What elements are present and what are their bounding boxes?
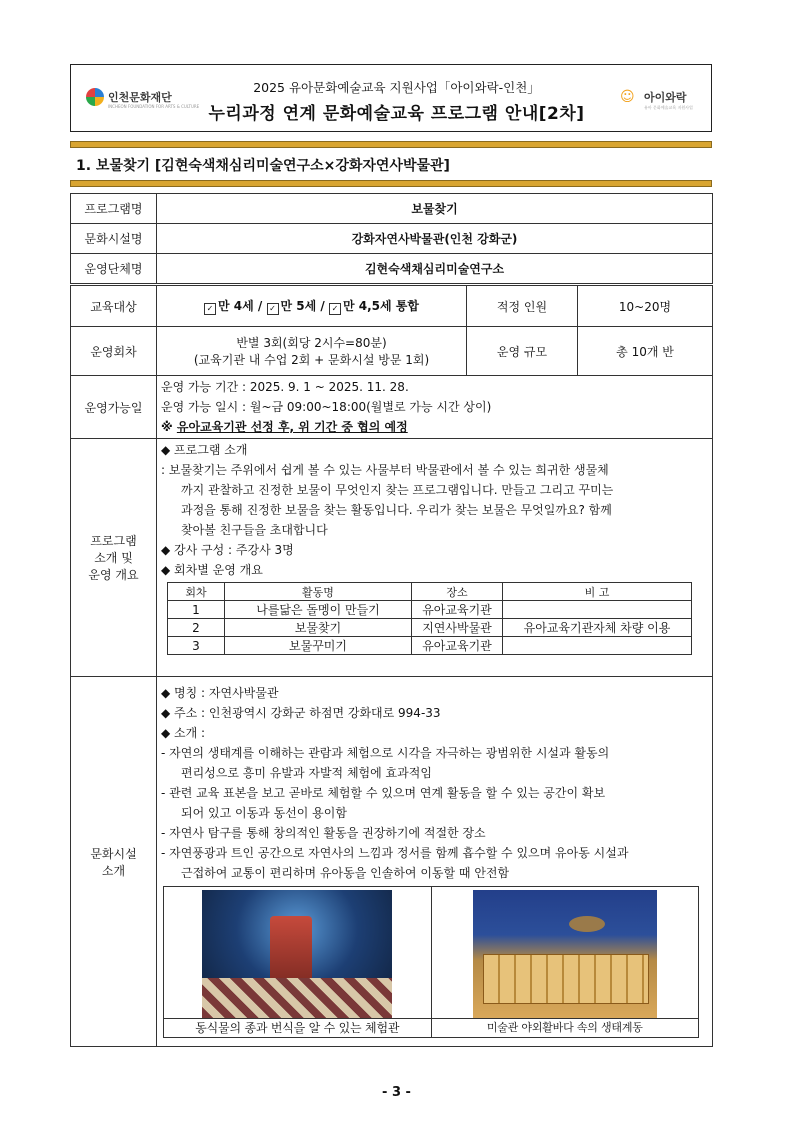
aiwarak-logo [620, 88, 693, 110]
schedule-cell: 유아교육기관 [412, 601, 503, 619]
overview-label-3: 운영 개요 [88, 568, 139, 582]
table-row [168, 601, 692, 619]
schedule-header: 활동명 [225, 583, 412, 601]
logo-right-subtext: 유아 문화예술교육 지원사업 [644, 105, 693, 110]
marine-ecosystem-photo [473, 890, 657, 1018]
facility-name-value: 강화자연사박물관(인천 강화군) [157, 224, 713, 254]
logo-left-subtext: INCHEON FOUNDATION FOR ARTS & CULTURE [108, 104, 200, 109]
schedule-cell: 유아교육기관 [412, 637, 503, 655]
intro-line-1: : 보물찾기는 주위에서 쉽게 볼 수 있는 사물부터 박물관에서 볼 수 있는 희귀한 생물체 [161, 463, 609, 477]
table-row [168, 619, 692, 637]
instructors: ◆ 강사 구성 : 주강사 3명 [161, 543, 294, 557]
sessions-line1: 반별 3회(회당 2시수=80분) [236, 336, 387, 350]
schedule-cell [503, 601, 692, 619]
scale-label: 운영 규모 [467, 327, 578, 376]
photo1-caption: 동식물의 종과 번식을 알 수 있는 체험관 [164, 1018, 431, 1037]
schedule-cell: 보물찾기 [225, 619, 412, 637]
overview-label [71, 439, 157, 677]
intro-line-3: 과정을 통해 진정한 보물을 찾는 활동입니다. 우리가 찾는 보물은 무엇일까요? 함께 [181, 503, 612, 517]
facility-label-2: 소개 [101, 863, 126, 878]
checked-checkbox-icon: ✓ [204, 303, 216, 315]
facility-intro-content [157, 677, 713, 1047]
sessions-value [157, 327, 467, 376]
program-name-value: 보물찾기 [157, 194, 713, 224]
intro-line-4: 찾아볼 친구들을 초대합니다 [181, 523, 328, 537]
operator-value: 김현숙색채심리미술연구소 [157, 254, 713, 285]
section-top-bar [70, 141, 712, 148]
facility-label-1: 문화시설 [90, 846, 137, 861]
sessions-label: 운영회차 [71, 327, 157, 376]
checked-checkbox-icon: ✓ [267, 303, 279, 315]
smile-face-icon: ☺ [620, 89, 635, 105]
logo-right-text: 아이와락 [644, 91, 687, 104]
dates-hours: 운영 가능 일시 : 월~금 09:00~18:00(월별로 가능 시간 상이) [161, 400, 492, 414]
schedule-header-row [168, 583, 692, 601]
header-subtitle: 2025 유아문화예술교육 지원사업「아이와락-인천」 [253, 80, 540, 95]
sessions-line2: (교육기관 내 수업 2회 + 문화시설 방문 1회) [193, 353, 430, 367]
facility-bullet-3: - 자연사 탐구를 통해 창의적인 활동을 권장하기에 적절한 장소 [161, 826, 486, 840]
facility-name-label: 문화시설명 [71, 224, 157, 254]
page-number: - 3 - [382, 1085, 411, 1100]
facility-address: ◆ 주소 : 인천광역시 강화군 하점면 강화대로 994-33 [161, 706, 441, 720]
photo2-caption: 미술관 야외활바다 속의 생태계동 [432, 1018, 699, 1037]
sea-turtle-shape [569, 916, 605, 932]
facility-bullet-2a: - 관련 교육 표본을 보고 곧바로 체험할 수 있으며 연계 활동을 할 수 있는 공간이 확보 [161, 786, 606, 800]
overview-label-2: 소개 및 [94, 551, 133, 565]
display-shelf-shape [483, 954, 649, 1004]
facility-bullet-1a: - 자연의 생태계를 이해하는 관람과 체험으로 시각을 자극하는 광범위한 시설과 활동의 [161, 746, 610, 760]
schedule-header: 비 고 [503, 583, 692, 601]
overview-label-1: 프로그램 [90, 534, 137, 548]
schedule-cell: 2 [168, 619, 225, 637]
target-option-age4: 만 4세 / [218, 299, 263, 313]
facility-bullet-2b: 되어 있고 이동과 동선이 용이함 [181, 806, 347, 820]
capacity-value: 10~20명 [578, 285, 713, 327]
photo-cell [432, 887, 699, 1037]
schedule-cell: 1 [168, 601, 225, 619]
facility-bullet-4a: - 자연풍광과 트인 공간으로 자연사의 느낌과 정서를 함께 흡수할 수 있으며 유아동 시설과 [161, 846, 629, 860]
photo-cell [164, 887, 432, 1037]
facility-name: ◆ 명칭 : 자연사박물관 [161, 686, 279, 700]
schedule-table [167, 582, 692, 655]
facility-intro-label [71, 677, 157, 1047]
logo-left-text: 인천문화재단 [108, 91, 172, 104]
photo-table [163, 886, 699, 1038]
checked-checkbox-icon: ✓ [329, 303, 341, 315]
scale-value: 총 10개 반 [578, 327, 713, 376]
dates-note-text: 유아교육기관 선정 후, 위 기간 중 협의 예정 [176, 420, 408, 434]
dates-value [157, 376, 713, 439]
intro-line-2: 까지 관찰하고 진정한 보물이 무엇인지 찾는 프로그램입니다. 만들고 그리고 꾸미는 [181, 483, 614, 497]
exhibit-hall-photo [202, 890, 392, 1018]
schedule-cell: 나를닮은 돌멩이 만들기 [225, 601, 412, 619]
program-name-label: 프로그램명 [71, 194, 157, 224]
table-row [168, 637, 692, 655]
dates-label: 운영가능일 [71, 376, 157, 439]
target-option-combined: 만 4,5세 통합 [342, 299, 419, 313]
operator-label: 운영단체명 [71, 254, 157, 285]
program-info-table [70, 193, 713, 1047]
schedule-cell: 3 [168, 637, 225, 655]
capacity-label: 적정 인원 [467, 285, 578, 327]
facility-intro-heading: ◆ 소개 : [161, 726, 206, 740]
schedule-cell: 보물꾸미기 [225, 637, 412, 655]
overview-content [157, 439, 713, 677]
page-title: 누리과정 연계 문화예술교육 프로그램 안내[2차] [208, 104, 585, 124]
facility-bullet-1b: 편리성으로 흥미 유발과 자발적 체험에 효과적임 [181, 766, 432, 780]
section-title: 1. 보물찾기 [김현숙색채심리미술연구소×강화자연사박물관] [76, 158, 450, 174]
target-options [157, 285, 467, 327]
schedule-cell [503, 637, 692, 655]
dates-period: 운영 가능 기간 : 2025. 9. 1 ~ 2025. 11. 28. [161, 380, 409, 394]
intro-heading: ◆ 프로그램 소개 [161, 443, 248, 457]
schedule-header: 회차 [168, 583, 225, 601]
floor-shape [202, 978, 392, 1018]
target-option-age5: 만 5세 / [280, 299, 325, 313]
schedule-heading: ◆ 회차별 운영 개요 [161, 563, 263, 577]
target-label: 교육대상 [71, 285, 157, 327]
schedule-header: 장소 [412, 583, 503, 601]
facility-bullet-4b: 근접하여 교통이 편리하며 유아동을 인솔하여 이동할 때 안전함 [181, 866, 510, 880]
dates-note [161, 417, 708, 437]
pillar-shape [270, 916, 312, 986]
schedule-cell: 유아교육기관자체 차량 이용 [503, 619, 692, 637]
note-mark: ※ [161, 420, 173, 434]
schedule-cell: 지연사박물관 [412, 619, 503, 637]
section-bottom-bar [70, 180, 712, 187]
